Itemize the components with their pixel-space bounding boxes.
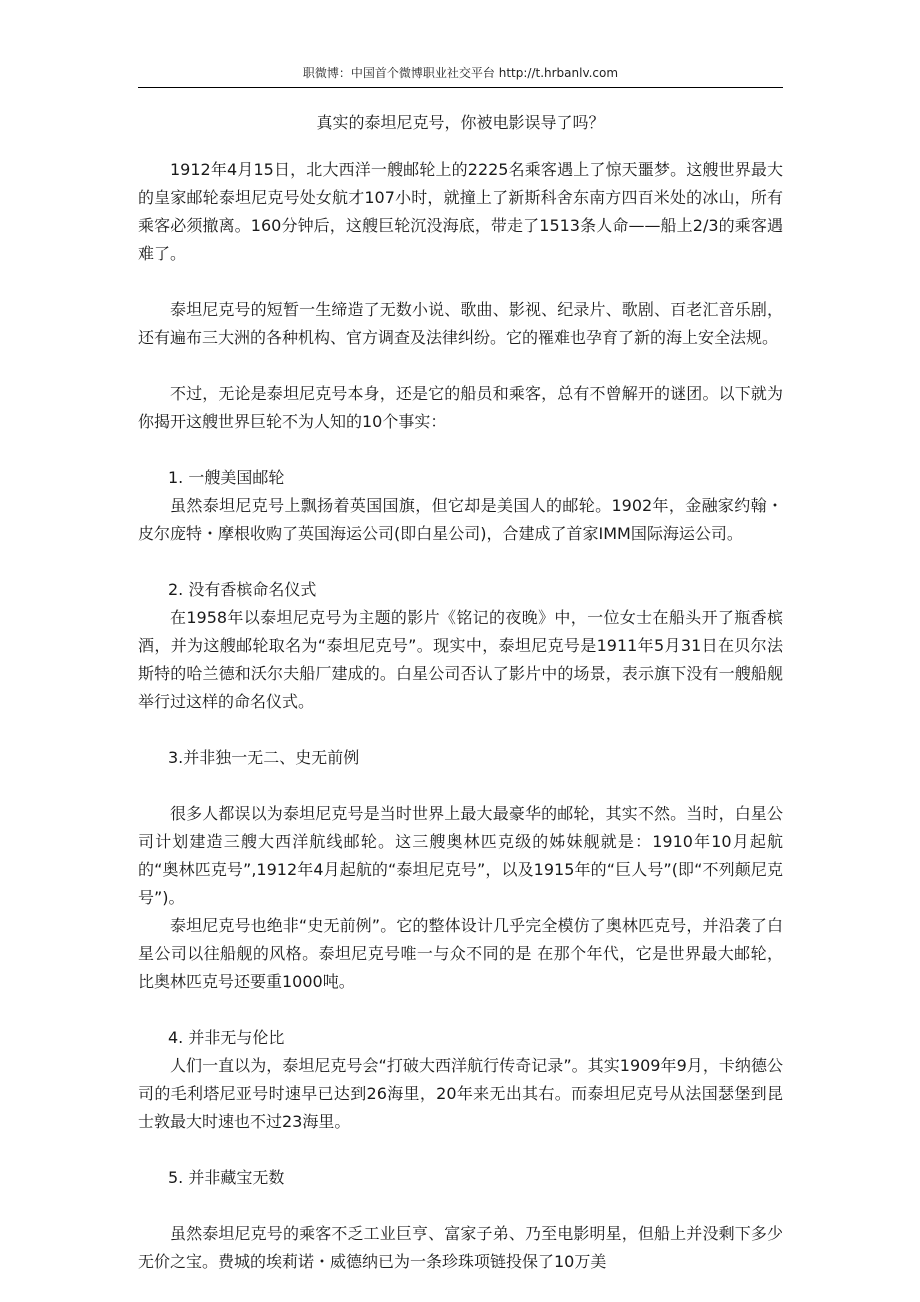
intro-paragraph: 1912年4月15日，北大西洋一艘邮轮上的2225名乘客遇上了惊天噩梦。这艘世界最大的皇家邮轮泰坦尼克号处女航才107小时，就撞上了新斯科舍东南方四百米处的冰山，所有乘客必须撤离。160分钟后，这艘巨轮沉没海底，带走了1513条人命——船上2/3的乘客遇难了。 [138,160,783,263]
section-heading: 3.并非独一无二、史无前例 [168,748,360,767]
section-paragraph: 在1958年以泰坦尼克号为主题的影片《铭记的夜晚》中，一位女士在船头开了瓶香槟酒，并为这艘邮轮取名为“泰坦尼克号”。现实中，泰坦尼克号是1911年5月31日在贝尔法斯特的哈兰德和沃尔夫船厂建成的。白星公司否认了影片中的场景，表示旗下没有一艘船舰举行过这样的命名仪式。 [138,608,783,711]
section-heading: 2. 没有香槟命名仪式 [168,580,317,599]
body-paragraph: 泰坦尼克号的短暂一生缔造了无数小说、歌曲、影视、纪录片、歌剧、百老汇音乐剧，还有遍布三大洲的各种机构、官方调查及法律纠纷。它的罹难也孕育了新的海上安全法规。 [138,300,783,347]
section-heading: 4. 并非无与伦比 [168,1028,285,1047]
document-body [138,156,783,1276]
section-paragraph: 泰坦尼克号也绝非“史无前例”。它的整体设计几乎完全模仿了奥林匹克号，并沿袭了白星公司以往船舰的风格。泰坦尼克号唯一与众不同的是 在那个年代，它是世界最大邮轮，比奥林匹克号还要重1000吨。 [138,916,783,991]
section-paragraph: 虽然泰坦尼克号的乘客不乏工业巨亨、富家子弟、乃至电影明星，但船上并没剩下多少无价之宝。费城的埃莉诺・威德纳已为一条珍珠项链投保了10万美 [138,1224,783,1271]
header-divider [138,87,783,88]
section-paragraph: 很多人都误以为泰坦尼克号是当时世界上最大最豪华的邮轮，其实不然。当时，白星公司计划建造三艘大西洋航线邮轮。这三艘奥林匹克级的姊妹舰就是：1910年10月起航的“奥林匹克号”,1912年4月起航的“泰坦尼克号”，以及1915年的“巨人号”(即“不列颠尼克号”)。 [138,804,783,907]
section-paragraph: 人们一直以为，泰坦尼克号会“打破大西洋航行传奇记录”。其实1909年9月，卡纳德公司的毛利塔尼亚号时速早已达到26海里，20年来无出其右。而泰坦尼克号从法国瑟堡到昆士敦最大时速也不过23海里。 [138,1056,783,1131]
section-heading: 5. 并非藏宝无数 [168,1168,285,1187]
body-paragraph: 不过，无论是泰坦尼克号本身，还是它的船员和乘客，总有不曾解开的谜团。以下就为你揭开这艘世界巨轮不为人知的10个事实： [138,384,783,431]
section-paragraph: 虽然泰坦尼克号上飘扬着英国国旗，但它却是美国人的邮轮。1902年，金融家约翰・皮尔庞特・摩根收购了英国海运公司(即白星公司)，合建成了首家IMM国际海运公司。 [138,496,783,543]
page-header: 职微博：中国首个微博职业社交平台 http://t.hrbanlv.com [302,66,619,80]
section-heading: 1. 一艘美国邮轮 [168,468,285,487]
document-title: 真实的泰坦尼克号，你被电影误导了吗？ [316,113,605,132]
